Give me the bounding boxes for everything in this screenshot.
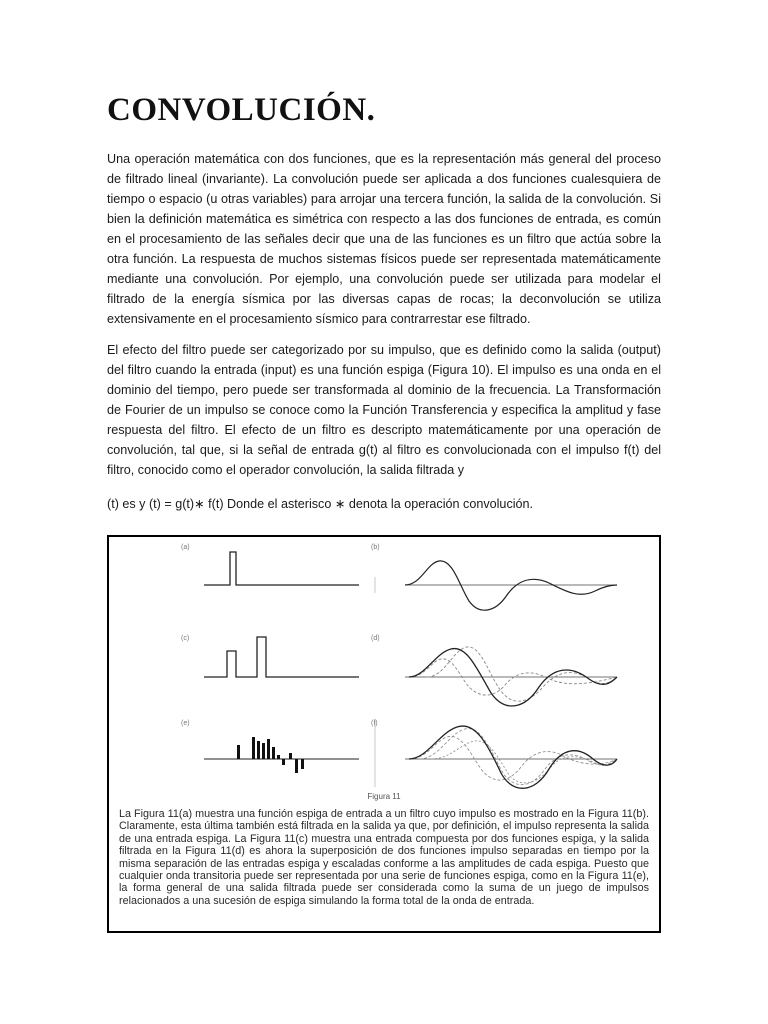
paragraph-definition: Una operación matemática con dos funciones, que es la representación más general del proceso de filtrado lineal (invariante). La convolución puede ser aplicada a dos funciones cualesquiera de tiempo o espacio (u otras variables) para arrojar una tercera función, la salida de la convolución. Si bien la definición matemática es simétrica con respecto a las dos funciones de entrada, es común en el procesamiento de las señales decir que una de las funciones es un filtro que actúa sobre la otra función. La respuesta de muchos sistemas físicos puede ser representada matemáticamente mediante una convolución. Por ejemplo, una convolución puede ser utilizada para modelar el filtrado de la energía sísmica por las diversas capas de rocas; la deconvolución se utiliza extensivamente en el procesamiento sísmico para contrarrestar ese filtrado. [107,152,661,326]
page-title: CONVOLUCIÓN. [107,92,376,128]
panel-f-composite-output [375,719,617,788]
panel-label-f: (f) [371,720,378,727]
panel-e-spike-series-input [204,737,359,773]
panel-b-impulse-response [375,561,617,610]
figure-11 [107,535,661,933]
panel-c-two-spike-input [204,637,359,677]
panel-label-d: (d) [371,635,380,642]
panel-a-spike-input [204,552,359,585]
panel-label-e: (e) [181,720,190,727]
panel-label-c: (c) [181,635,190,642]
figure-caption: La Figura 11(a) muestra una función espiga de entrada a un filtro cuyo impulso es mostrado en la Figura 11(b). Claramente, esta última también está filtrada en la salida ya que, por definición, el impulso representa la salida de una entrada espiga. La Figura 11(c) muestra una entrada compuesta por dos funciones espiga, y la salida filtrada en la Figura 11(d) es ahora la superposición de dos funciones impulso separadas en tiempo por la misma separación de las entradas espiga y escaladas conforme a las amplitudes de cada espiga. Puesto que cualquier onda transitoria puede ser representada por una serie de funciones espiga, como en la Figura 11(e), la forma general de una salida filtrada puede ser considerada como la suma de un juego de impulsos relacionados a una sucesión de espiga simulando la forma total de la onda de entrada. [119,808,649,907]
paragraph-filter-effect: El efecto del filtro puede ser categorizado por su impulso, que es definido como la salida (output) del filtro cuando la entrada (input) es una función espiga (Figura 10). El impulso es una onda en el dominio del tiempo, pero puede ser transformada al dominio de la frecuencia. La Transformación de Fourier de un impulso se conoce como la Función Transferencia y especifica la amplitud y fase respuesta del filtro. El efecto de un filtro es descripto matemáticamente por una operación de convolución, tal que, si la señal de entrada g(t) al filtro es convolucionada con el impulso f(t) del filtro, conocido como el operador convolución, la salida filtrada y [107,343,661,477]
panel-label-a: (a) [181,544,190,551]
panel-d-superposed-output [405,647,617,706]
paragraph-convolution-formula: (t) es y (t) = g(t)∗ f(t) Donde el asterisco ∗ denota la operación convolución. [107,497,534,511]
figure-label: Figura 11 [367,792,401,801]
figure-11-graphics [109,537,659,797]
panel-label-b: (b) [371,544,380,551]
